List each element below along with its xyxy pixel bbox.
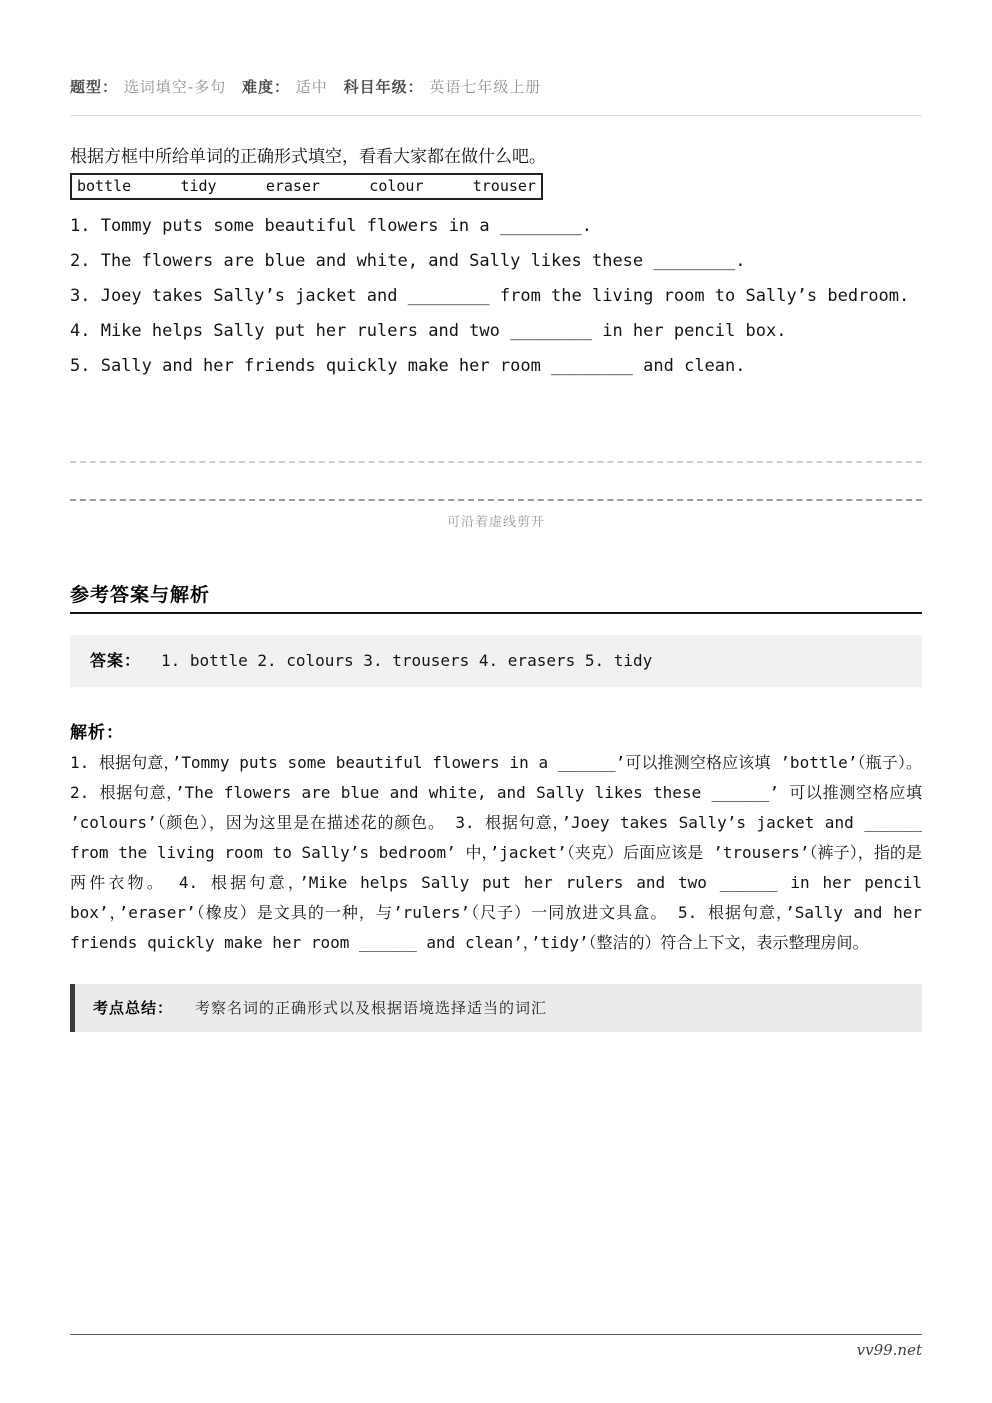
key-points-text: 考察名词的正确形式以及根据语境选择适当的词汇 [195, 999, 548, 1017]
word-bank-item: trouser [472, 177, 536, 195]
question-prompt: 根据方框中所给单词的正确形式填空，看看大家都在做什么吧。 [70, 147, 546, 167]
sentence-1: 1. Tommy puts some beautiful flowers in a ________. [70, 216, 592, 236]
word-bank-item: eraser [265, 177, 321, 195]
cut-line-caption: 可沿着虚线剪开 [446, 515, 545, 530]
meta-grade-label: 科目年级： [343, 78, 424, 96]
answer-box [70, 635, 922, 687]
word-bank-item: tidy [180, 177, 217, 195]
answer-text: 1. bottle 2. colours 3. trousers 4. erasers 5. tidy [161, 651, 653, 670]
key-points-label: 考点总结： [93, 999, 174, 1017]
page-footer [70, 1334, 922, 1359]
word-bank-item: bottle [77, 177, 132, 195]
analysis-text: 1. 根据句意，’Tommy puts some beautiful flowers in a ______’可以推测空格应该填 ’bottle’（瓶子）。 2. 根据句意，’The flowers are blue and white, and Sally likes these ______’ 可以推测空格应填 ’colours’（颜色），因为这里是在描述花的颜色。 3. 根据句意，’Joey takes Sally’s jacket and ______ from the living room to Sally’s bedroom’ 中，’jacket’（夹克）后面应该是 ’trousers’（裤子），指的是两件衣物。 4. 根据句意，’Mike helps Sally put her rulers and two ______ in her pencil box’，’eraser’（橡皮）是文具的一种，与’rulers’（尺子）一同放进文具盒。 5. 根据句意，’Sally and her friends quickly make her room ______ and clean’，’tidy’（整洁的）符合上下文，表示整理房间。 [70, 753, 922, 952]
answers-section-heading: 参考答案与解析 [70, 584, 211, 606]
question-sentences [70, 209, 922, 384]
question-meta-header [70, 0, 922, 98]
sentence-2: 2. The flowers are blue and white, and Sally likes these ________. [70, 251, 746, 271]
key-points-box [70, 984, 922, 1032]
cut-dashed-line-bottom [70, 499, 922, 501]
word-bank-item: colour [369, 177, 424, 195]
sentence-3: 3. Joey takes Sally’s jacket and ________ from the living room to Sally’s bedroom. [70, 286, 910, 306]
meta-difficulty-value: 适中 [295, 78, 328, 96]
cut-dashed-line-top [70, 461, 922, 463]
answer-label: 答案： [90, 651, 142, 670]
meta-type-label: 题型： [70, 78, 119, 96]
sentence-4: 4. Mike helps Sally put her rulers and two ________ in her pencil box. [70, 321, 787, 341]
answers-heading-divider [70, 612, 922, 614]
word-bank-box [70, 173, 543, 200]
meta-type-value: 选词填空-多句 [123, 78, 227, 96]
meta-difficulty-label: 难度： [242, 78, 291, 96]
analysis-label: 解析： [70, 723, 124, 743]
footer-site-name: vv99.net [856, 1341, 922, 1359]
header-divider [70, 115, 922, 116]
meta-grade-value: 英语七年级上册 [429, 78, 542, 96]
sentence-5: 5. Sally and her friends quickly make her room ________ and clean. [70, 356, 746, 376]
